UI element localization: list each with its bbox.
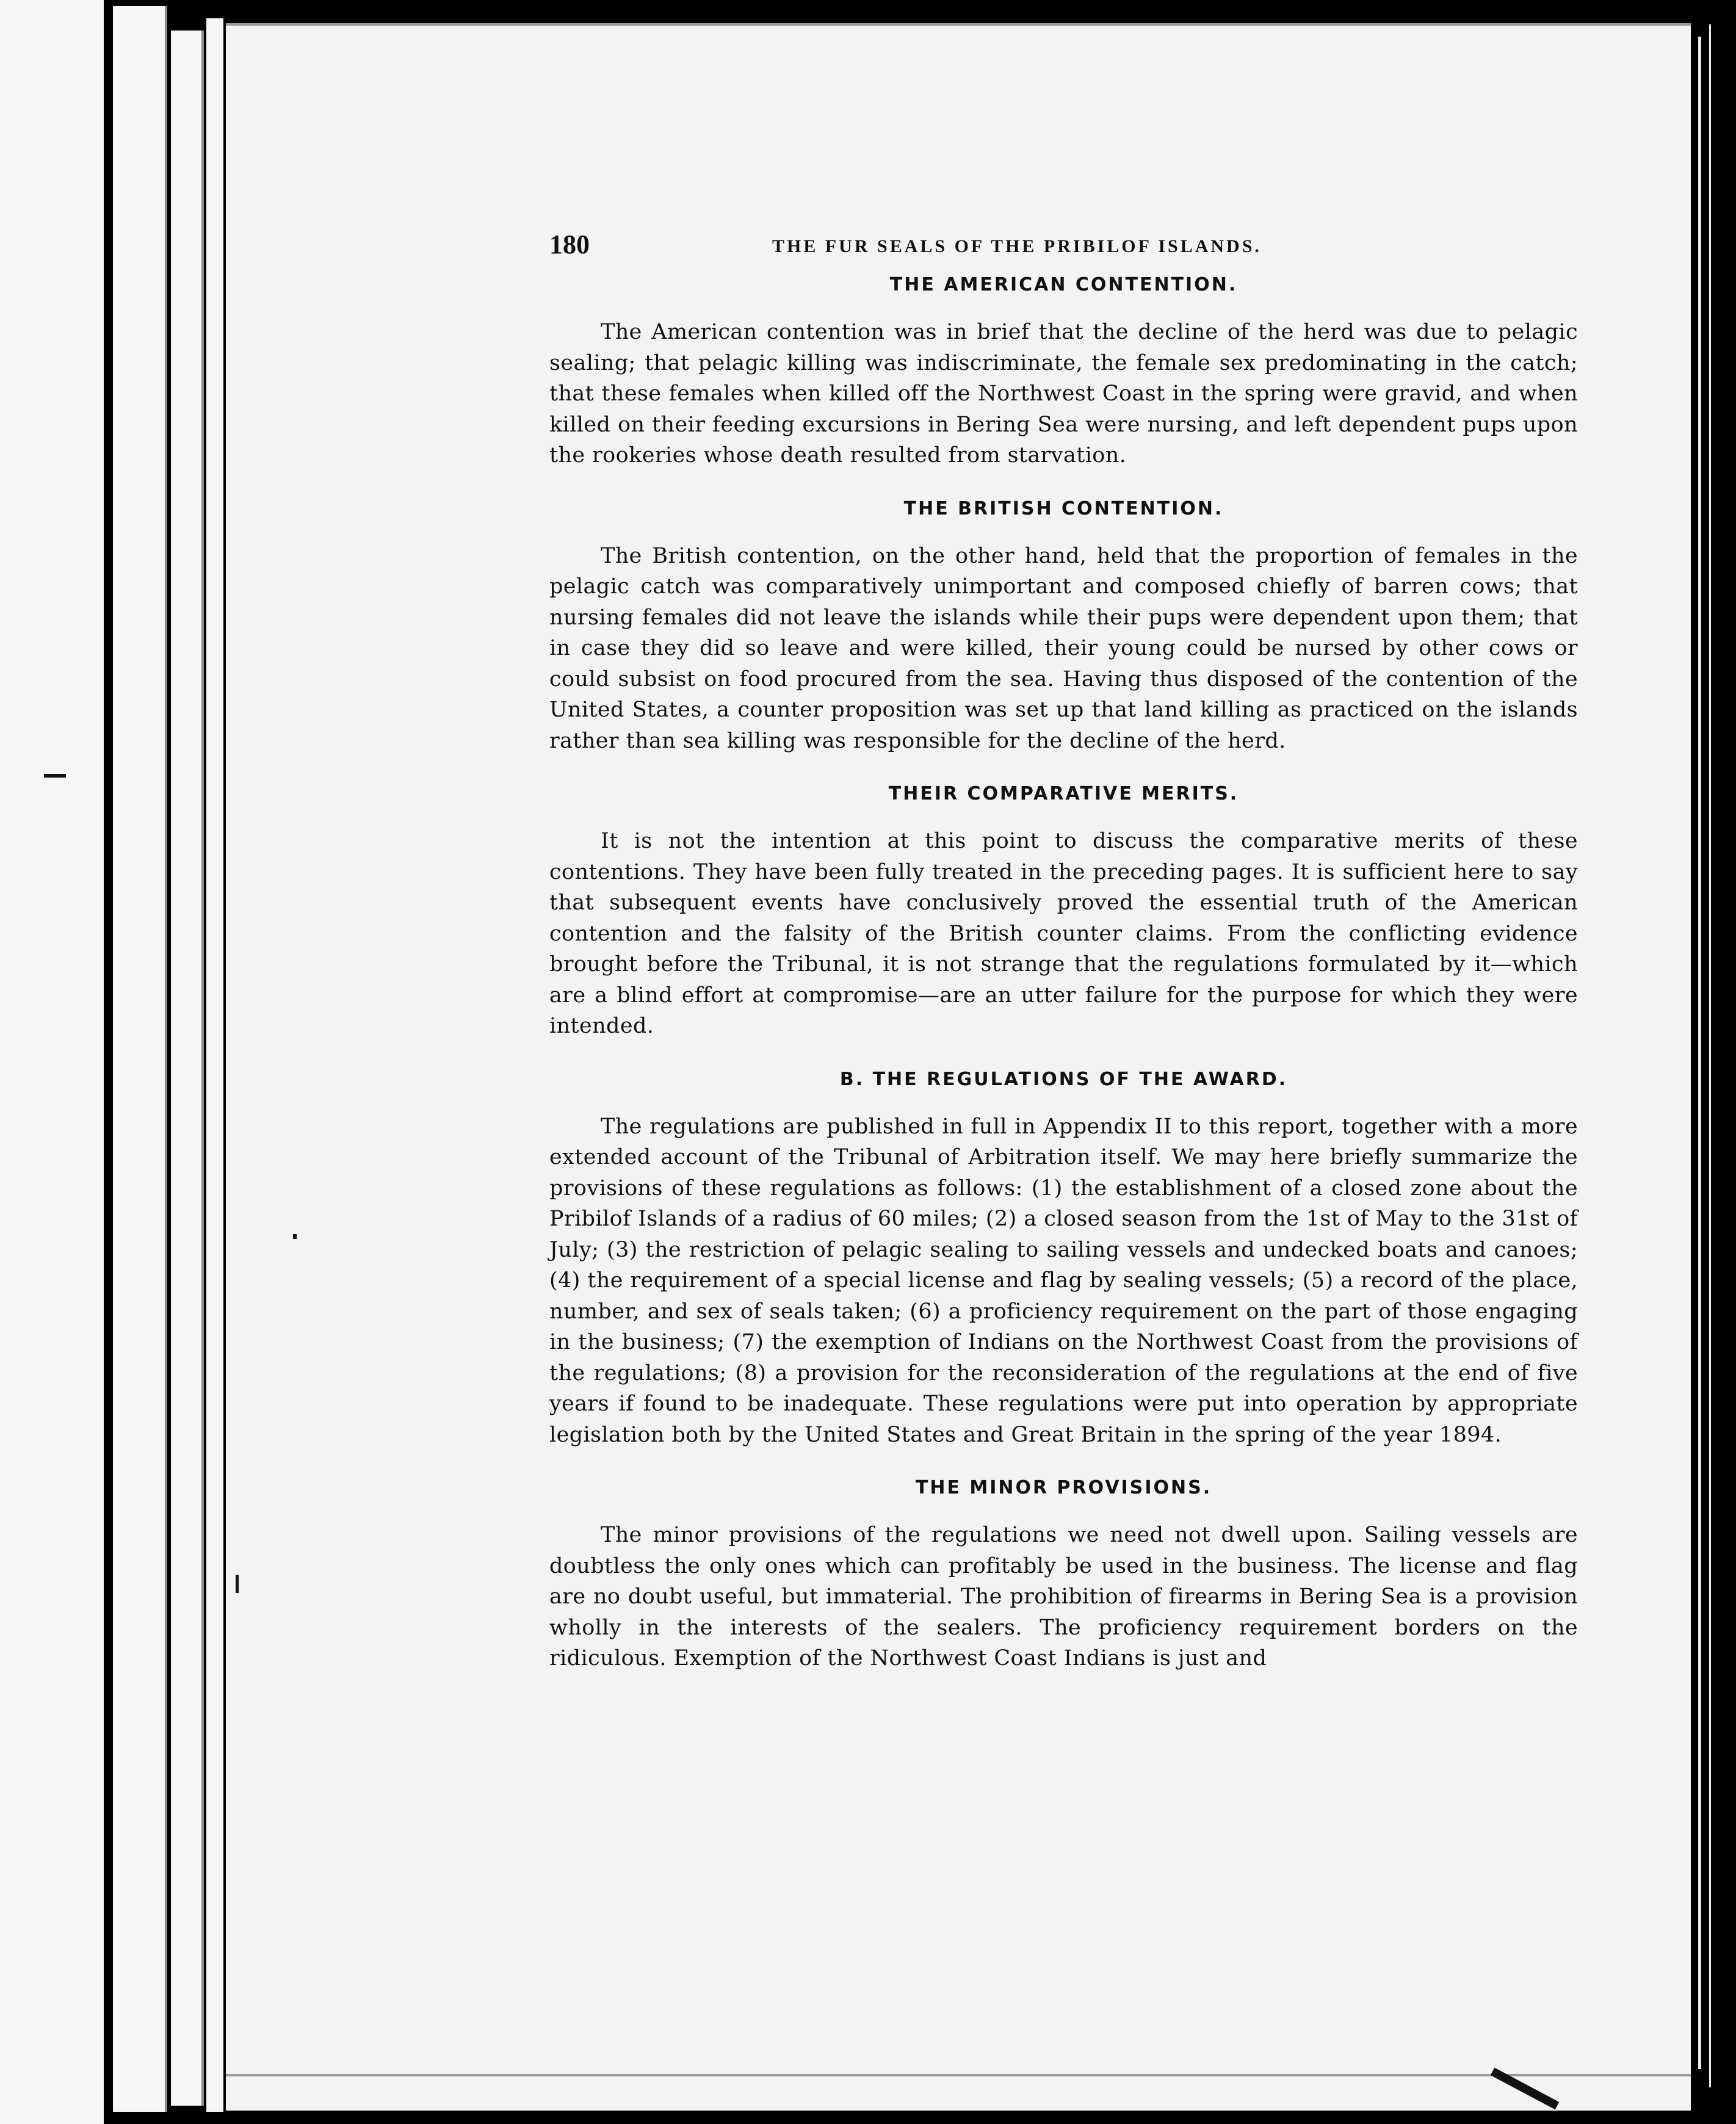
- section-heading-american-contention: THE AMERICAN CONTENTION.: [889, 274, 1238, 295]
- page-edge-1: [113, 6, 165, 2112]
- scan-speck: [44, 774, 66, 778]
- page-edge-3: [206, 18, 223, 2112]
- paragraph-american-contention: The American contention was in brief that the decline of the herd was due to pelagic sealing; that pelagic killing was indiscriminate, the female sex predominating in the catch; that these females when killed off the Northwest Coast in the spring were gravid, and when killed on their feeding excursions in Bering Sea were nursing, and left dependent pups upon the rookeries whose death resulted from starvation.: [549, 320, 1578, 468]
- section-heading-comparative-merits: THEIR COMPARATIVE MERITS.: [888, 783, 1239, 804]
- page-content: [549, 229, 1578, 1674]
- section-heading-british-contention: THE BRITISH CONTENTION.: [903, 497, 1224, 519]
- paragraph-comparative-merits: It is not the intention at this point to discuss the comparative merits of these contentions. They have been fully treated in the preceding pages. It is sufficient here to say that subsequent events have conclusively proved the essential truth of the American contention and the falsity of the British counter claims. From the conflicting evidence brought before the Tribunal, it is not strange that the regulations formulated by it—which are a blind effort at compromise—are an utter failure for the purpose for which they were intended.: [549, 829, 1578, 1038]
- page-bottom-border: [226, 2074, 1693, 2076]
- running-title: THE FUR SEALS OF THE PRIBILOF ISLANDS.: [772, 236, 1262, 256]
- section-heading-regulations-award: B. THE REGULATIONS OF THE AWARD.: [839, 1068, 1288, 1090]
- binding-edge-line: [1698, 37, 1701, 2069]
- page-edge-line: [201, 31, 204, 2106]
- page-edge-line: [165, 6, 167, 2112]
- page-edge-outer: [0, 0, 104, 2124]
- binding-edge-line: [1709, 24, 1711, 2087]
- page-edge-2: [171, 31, 201, 2106]
- scan-speck: [236, 1575, 239, 1593]
- paragraph-british-contention: The British contention, on the other hand, held that the proportion of females in the pelagic catch was comparatively unimportant and composed chiefly of barren cows; that nursing females did not leave the islands while their pups were dependent upon them; that in case they did so leave and were killed, their young could be nursed by other cows or could subsist on food procured from the sea. Having thus disposed of the contention of the United States, a counter proposition was set up that land killing as practiced on the islands rather than sea killing was responsible for the decline of the herd.: [549, 543, 1578, 753]
- running-header: [549, 229, 1578, 272]
- paragraph-regulations-award: The regulations are published in full in Appendix II to this report, together with a more extended account of the Tribunal of Arbitration itself. We may here briefly summarize the provisions of these regulations as follows: (1) the establishment of a closed zone about the Pribilof Islands of a radius of 60 miles; (2) a closed season from the 1st of May to the 31st of July; (3) the restriction of pelagic sealing to sailing vessels and undecked boats and canoes; (4) the requirement of a special license and flag by sealing vessels; (5) a record of the place, number, and sex of seals taken; (6) a proficiency requirement on the part of those engaging in the business; (7) the exemption of Indians on the Northwest Coast from the provisions of the regulations; (8) a provision for the reconsideration of the regulations at the end of five years if found to be inadequate. These regulations were put into operation by appropriate legislation both by the United States and Great Britain in the spring of the year 1894.: [549, 1114, 1578, 1447]
- paragraph-minor-provisions: The minor provisions of the regulations we need not dwell upon. Sailing vessels are doubtless the only ones which can profitably be used in the business. The license and flag are no doubt useful, but immaterial. The prohibition of firearms in Bering Sea is a provision wholly in the interests of the sealers. The proficiency requirement borders on the ridiculous. Exemption of the Northwest Coast Indians is just and: [549, 1523, 1578, 1671]
- section-heading-minor-provisions: THE MINOR PROVISIONS.: [915, 1477, 1212, 1498]
- page-top-border: [226, 23, 1693, 26]
- page-number: 180: [549, 229, 590, 259]
- scan-speck: [293, 1234, 297, 1239]
